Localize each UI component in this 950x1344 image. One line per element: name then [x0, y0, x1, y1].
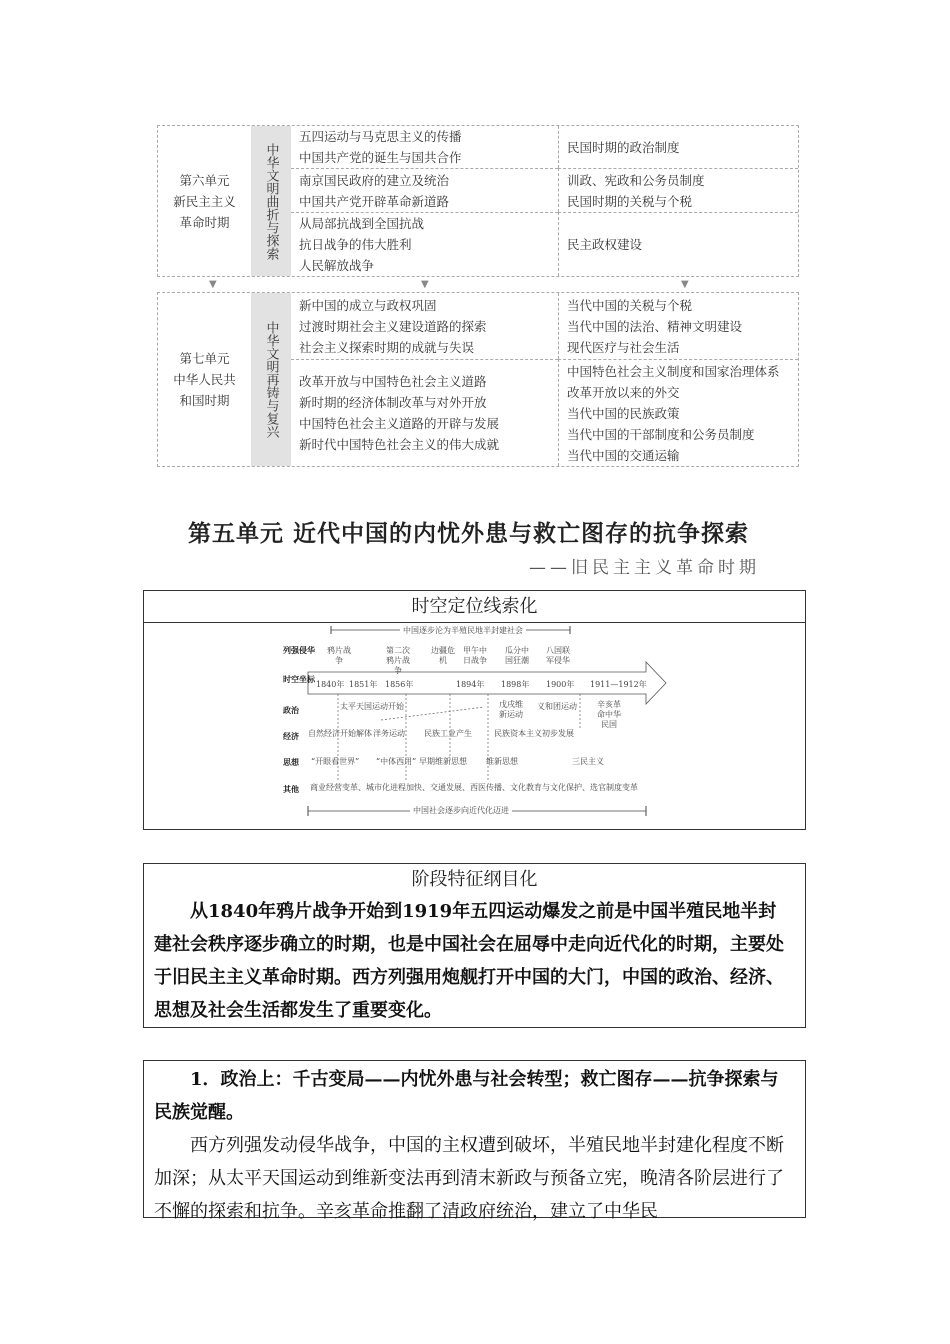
politics-item: 义和团运动 — [537, 702, 577, 711]
label-line: 新民主主义 — [173, 193, 236, 209]
politics-item: 太平天国运动开始 — [340, 702, 404, 711]
topic-item: 新时代中国特色社会主义的伟大成就 — [299, 437, 500, 452]
row-label: 政治 — [283, 705, 299, 715]
topic-item: 人民解放战争 — [299, 258, 375, 273]
unit-subtitle: ——旧民主主义革命时期 — [529, 558, 760, 578]
topic-item: 当代中国的交通运输 — [567, 447, 680, 463]
topic-item: 中国特色社会主义制度和国家治理体系 — [567, 363, 780, 379]
years-item: 1911—1912年 — [590, 680, 647, 689]
thought-item: 早期维新思想 — [419, 757, 467, 766]
topic-item: 中国共产党开辟革命新道路 — [299, 193, 450, 209]
topic-item: 当代中国的民族政策 — [567, 405, 680, 421]
topic-item: 抗日战争的伟大胜利 — [299, 237, 412, 252]
politics-text: 西方列强发动侵华战争，中国的主权遭到破坏，半殖民地半封建化程度不断加深；从太平天国运动到维新变法再到清末新政与预备立宪，晚清各阶层进行了不懈的探索和抗争。辛亥革命推翻了清政府统治，建立了中华民 — [154, 1135, 784, 1222]
economy-item: 自然经济开始解体 — [308, 729, 372, 738]
theme-text: 中华文明曲折与探索 — [263, 142, 279, 260]
topic-item: 民主政权建设 — [567, 237, 643, 252]
row-label: 其他 — [283, 784, 299, 794]
topic-item: 当代中国的关税与个税 — [567, 297, 693, 313]
topic-item: 新中国的成立与政权巩固 — [299, 297, 437, 313]
politics-heading: 1．政治上：千古变局——内忧外患与社会转型；救亡图存——抗争探索与民族觉醒。 — [154, 1069, 779, 1123]
row-label: 思想 — [283, 757, 299, 767]
economy-item: 洋务运动 — [373, 729, 405, 738]
theme-text: 中华文明再铸与复兴 — [263, 321, 279, 438]
stage-text: 从1840年鸦片战争开始到1919年五四运动爆发之前是中国半殖民地半封建社会秩序逐步确立的时期，也是中国社会在屈辱中走向近代化的时期，主要处于旧民主主义革命时期。西方列强用炮舰打开中国的大门，中国的政治、经济、思想及社会生活都发生了重要变化。 — [154, 901, 784, 1021]
row-label: 时空坐标 — [283, 674, 315, 684]
label-line: 中华人民共 — [173, 372, 236, 387]
years-item: 1898年 — [501, 680, 530, 689]
unit-title: 第五单元 近代中国的内忧外患与救亡图存的抗争探索 — [188, 520, 750, 547]
topic-item: 当代中国的法治、精神文明建设 — [567, 318, 743, 334]
label-line: 革命时期 — [179, 214, 230, 230]
label-line: 第七单元 — [179, 351, 230, 366]
economy-item: 民族工业产生 — [424, 729, 472, 738]
topic-item: 民国时期的关税与个税 — [567, 193, 693, 209]
topic-item: 过渡时期社会主义建设道路的探索 — [299, 318, 487, 334]
row-label: 列强侵华 — [283, 645, 315, 655]
invasions-item: 鸦片战争 — [327, 646, 351, 665]
years-item: 1894年 — [456, 680, 485, 689]
topic-item: 社会主义探索时期的成就与失误 — [299, 339, 475, 355]
label-line: 和国时期 — [179, 393, 230, 408]
thought-item: 三民主义 — [572, 757, 604, 766]
down-arrow-icon: ▼ — [209, 279, 217, 290]
stage-box — [143, 863, 806, 1028]
thought-item: “开眼看世界” — [311, 757, 360, 766]
invasions-item: 八国联军侵华 — [546, 646, 570, 665]
politics-item: 戊戌维新运动 — [499, 700, 523, 719]
years-item: 1851年 — [349, 680, 378, 689]
row-label: 经济 — [283, 731, 299, 741]
top-span-label: 中国逐步沦为半殖民地半封建社会 — [400, 626, 526, 636]
years-item: 1856年 — [385, 680, 414, 689]
politics-item: 辛亥革命中华民国 — [597, 700, 621, 729]
stage-heading: 阶段特征纲目化 — [411, 869, 538, 890]
topic-item: 中国特色社会主义道路的开辟与发展 — [299, 416, 500, 431]
economy-item: 民族资本主义初步发展 — [494, 729, 574, 738]
years-item: 1840年 — [316, 680, 345, 689]
topic-item: 从局部抗战到全国抗战 — [299, 216, 425, 231]
timeline-heading: 时空定位线索化 — [144, 591, 805, 623]
topic-item: 五四运动与马克思主义的传播 — [299, 129, 462, 144]
other-item: 商业经营变革、城市化进程加快、交通发展、西医传播、文化教育与文化保护、选官制度变革 — [310, 783, 638, 792]
politics-box — [143, 1060, 806, 1222]
bottom-span-label: 中国社会逐步向近代化迈进 — [410, 806, 512, 816]
down-arrow-icon: ▼ — [421, 279, 429, 290]
topic-item: 现代医疗与社会生活 — [567, 339, 680, 355]
label-line: 第六单元 — [179, 172, 230, 188]
topic-item: 改革开放以来的外交 — [567, 384, 680, 400]
invasions-item: 甲午中日战争 — [463, 646, 487, 665]
topic-item: 训政、宪政和公务员制度 — [567, 172, 705, 188]
topic-item: 南京国民政府的建立及统治 — [299, 172, 450, 188]
invasions-item: 第二次鸦片战争 — [386, 646, 410, 675]
topic-item: 中国共产党的诞生与国共合作 — [299, 150, 462, 165]
invasions-item: 瓜分中国狂潮 — [505, 646, 529, 665]
topic-item: 改革开放与中国特色社会主义道路 — [299, 374, 487, 389]
down-arrow-icon: ▼ — [681, 279, 689, 290]
years-item: 1900年 — [546, 680, 575, 689]
thought-item: “中体西用” — [376, 757, 417, 766]
invasions-item: 边疆危机 — [431, 646, 455, 665]
thought-item: 维新思想 — [486, 757, 518, 766]
topic-item: 民国时期的政治制度 — [567, 139, 680, 155]
topic-item: 当代中国的干部制度和公务员制度 — [567, 426, 755, 442]
topic-item: 新时期的经济体制改革与对外开放 — [299, 395, 487, 410]
